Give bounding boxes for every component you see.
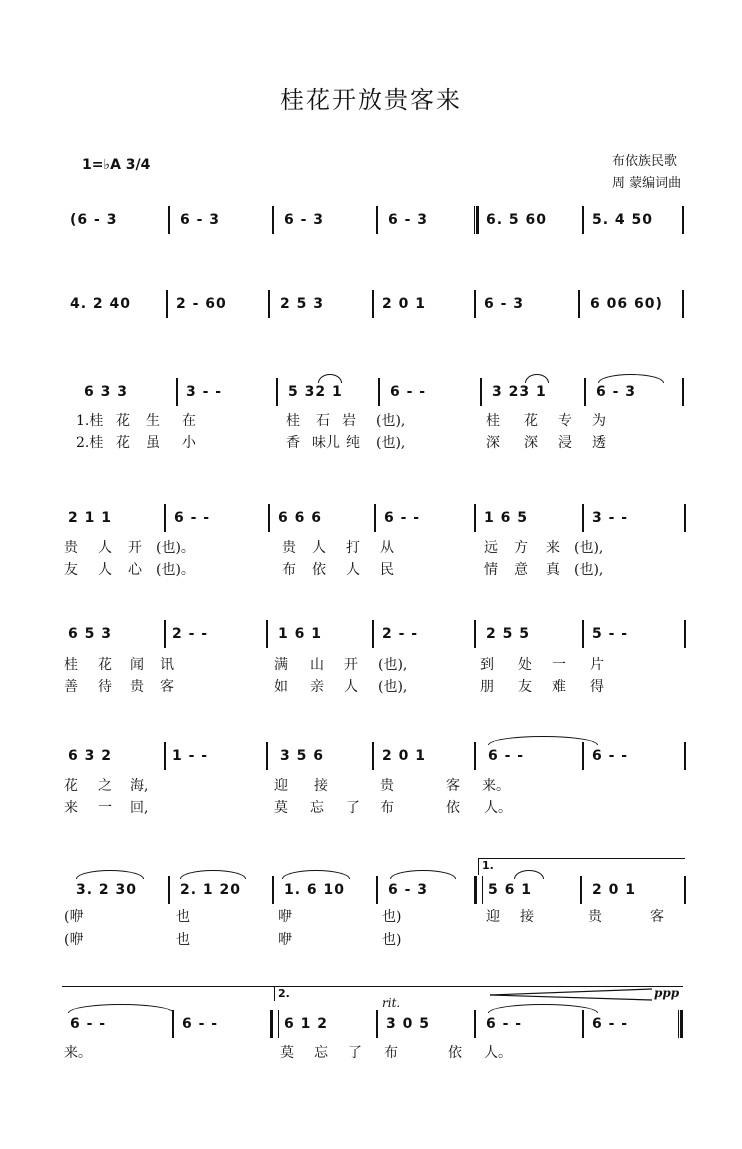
measure: 6 - -: [486, 1016, 523, 1032]
lyric: 客: [650, 909, 664, 925]
measure: 2 5 3: [280, 296, 324, 312]
lyric: 纯: [346, 435, 360, 451]
barline: [272, 206, 274, 234]
barline: [474, 742, 476, 770]
measure: 6 06 60): [590, 296, 663, 312]
lyric: 人: [98, 540, 112, 556]
lyric: 人: [344, 679, 358, 695]
measure: 1 6 1: [278, 626, 322, 642]
lyric: 布: [380, 800, 394, 816]
measure: 4. 2 40: [70, 296, 132, 312]
lyrics-verse-1: [0, 1042, 742, 1062]
lyric: 讯: [160, 657, 174, 673]
lyric: 友: [64, 562, 78, 578]
lyric: 香: [286, 435, 300, 451]
measure: 5 6 1: [488, 882, 532, 898]
lyric: 虽: [146, 435, 160, 451]
slur: [318, 374, 342, 383]
barline: [372, 742, 374, 770]
lyric: 花: [98, 657, 112, 673]
credit-genre: 布依族民歌: [612, 154, 678, 169]
lyric: (咿: [64, 909, 84, 925]
decrescendo-hairpin: [490, 988, 652, 1002]
barline: [266, 620, 268, 648]
barline: [376, 876, 378, 904]
measure: 6 - 3: [388, 212, 429, 228]
lyric: 专: [558, 413, 572, 429]
measure: 6 1 2: [284, 1016, 328, 1032]
lyric: (也),: [378, 679, 408, 695]
lyric: 接: [314, 778, 328, 794]
lyric: 方: [514, 540, 528, 556]
lyrics-verse-1: [0, 775, 742, 795]
lyric: 忘: [310, 800, 324, 816]
measure: 2 0 1: [382, 296, 426, 312]
measure: 6 - -: [182, 1016, 219, 1032]
lyric: (也)。: [156, 540, 195, 556]
barline: [578, 290, 580, 318]
barline: [682, 290, 684, 318]
slur: [525, 374, 549, 383]
measure: 6 - -: [384, 510, 421, 526]
measure: 6 - -: [592, 748, 629, 764]
lyric: 闻: [130, 657, 144, 673]
lyric: 人: [312, 540, 326, 556]
lyric: 友: [518, 679, 532, 695]
lyric: 依: [448, 1045, 462, 1061]
lyric: 心: [128, 562, 142, 578]
lyric: 如: [274, 679, 288, 695]
lyric: 2.桂: [76, 435, 104, 451]
slur: [282, 870, 350, 879]
lyric: 也: [176, 909, 190, 925]
measure: (6 - 3: [70, 212, 118, 228]
lyric: 也): [382, 932, 402, 948]
lyric: 贵: [380, 778, 394, 794]
lyric: 桂: [486, 413, 500, 429]
barline: [376, 206, 378, 234]
repeat-barline: [270, 1010, 279, 1038]
lyrics-verse-2: [0, 676, 742, 696]
measure: 3 23 1: [492, 384, 547, 400]
measure: 2 1 1: [68, 510, 112, 526]
barline: [580, 876, 582, 904]
song-title: 桂花开放贵客来: [280, 86, 462, 114]
measure: 3 5 6: [280, 748, 324, 764]
lyric: 花: [116, 435, 130, 451]
measure: 3 - -: [592, 510, 629, 526]
barline: [582, 1010, 584, 1038]
barline: [474, 1010, 476, 1038]
measure: 5. 4 50: [592, 212, 654, 228]
lyric: 人: [346, 562, 360, 578]
lyric: 难: [552, 679, 566, 695]
barline: [582, 206, 584, 234]
lyric: 也): [382, 909, 402, 925]
lyric: 得: [590, 679, 604, 695]
lyric: 生: [146, 413, 160, 429]
measure: 1. 6 10: [284, 882, 346, 898]
lyric: 从: [380, 540, 394, 556]
lyric: 民: [380, 562, 394, 578]
lyric: 浸: [558, 435, 572, 451]
slur: [598, 374, 664, 383]
measure: 5 32 1: [288, 384, 343, 400]
barline: [474, 504, 476, 532]
lyrics-verse-2: [0, 929, 742, 949]
lyric: 在: [182, 413, 196, 429]
measure: 6. 5 60: [486, 212, 548, 228]
volta-first-ending: [478, 858, 685, 875]
slur: [76, 870, 144, 879]
barline: [176, 378, 178, 406]
measure: 2. 1 20: [180, 882, 242, 898]
volta-label: 1.: [482, 859, 494, 872]
barline: [164, 504, 166, 532]
lyric: 桂: [64, 657, 78, 673]
measure: 2 0 1: [382, 748, 426, 764]
lyric: 一: [98, 800, 112, 816]
lyrics-verse-2: [0, 432, 742, 452]
final-barline: [678, 1010, 683, 1038]
measure: 5 - -: [592, 626, 629, 642]
barline: [684, 876, 686, 904]
barline: [474, 620, 476, 648]
repeat-barline: [474, 876, 483, 904]
lyric: 味儿: [312, 435, 340, 451]
measure: 6 - -: [592, 1016, 629, 1032]
measure: 6 - 3: [180, 212, 221, 228]
lyrics-verse-2: [0, 559, 742, 579]
lyric: 小: [182, 435, 196, 451]
lyric: 接: [520, 909, 534, 925]
lyric: 人: [98, 562, 112, 578]
lyric: 打: [346, 540, 360, 556]
barline: [582, 742, 584, 770]
lyric: 来。: [64, 1045, 92, 1061]
measure: 3 - -: [186, 384, 223, 400]
lyric: 一: [552, 657, 566, 673]
lyric: 咿: [278, 932, 292, 948]
lyric: 深: [486, 435, 500, 451]
barline: [682, 206, 684, 234]
lyric: 桂: [286, 413, 300, 429]
lyric: 1.桂: [76, 413, 104, 429]
lyric: 真: [546, 562, 560, 578]
barline: [166, 290, 168, 318]
lyric: 岩: [342, 413, 356, 429]
measure: 6 - 3: [284, 212, 325, 228]
lyric: 意: [514, 562, 528, 578]
measure: 6 - 3: [388, 882, 429, 898]
lyric: 回,: [130, 800, 149, 816]
barline: [682, 378, 684, 406]
measure: 6 3 2: [68, 748, 112, 764]
lyric: 了: [346, 800, 360, 816]
lyric: 人。: [484, 1045, 512, 1061]
volta-label: 2.: [278, 987, 290, 1000]
barline: [684, 620, 686, 648]
double-barline: [474, 206, 479, 234]
lyric: 贵: [64, 540, 78, 556]
lyric: 莫: [280, 1045, 294, 1061]
barline: [480, 378, 482, 406]
lyric: 为: [592, 413, 606, 429]
lyric: 人。: [484, 800, 512, 816]
lyric: 透: [592, 435, 606, 451]
barline: [374, 504, 376, 532]
lyric: 客: [446, 778, 460, 794]
barline: [582, 620, 584, 648]
slur: [180, 870, 246, 879]
lyric: 莫: [274, 800, 288, 816]
barline: [372, 620, 374, 648]
barline: [474, 290, 476, 318]
lyric: 了: [348, 1045, 362, 1061]
barline: [164, 742, 166, 770]
measure: 1 - -: [172, 748, 209, 764]
measure: 6 3 3: [84, 384, 128, 400]
lyric: (也)。: [156, 562, 195, 578]
barline: [272, 876, 274, 904]
lyric: (也),: [574, 540, 604, 556]
volta-line: [62, 986, 274, 987]
lyric: 来: [546, 540, 560, 556]
lyric: 深: [524, 435, 538, 451]
measure: 6 - 3: [596, 384, 637, 400]
lyrics-verse-1: [0, 410, 742, 430]
measure: 6 5 3: [68, 626, 112, 642]
barline: [276, 378, 278, 406]
barline: [268, 504, 270, 532]
measure: 6 - -: [488, 748, 525, 764]
lyrics-verse-2: [0, 797, 742, 817]
barline: [376, 1010, 378, 1038]
measure: 2 - -: [382, 626, 419, 642]
lyric: 咿: [278, 909, 292, 925]
measure: 2 0 1: [592, 882, 636, 898]
lyric: 迎: [486, 909, 500, 925]
lyrics-verse-1: [0, 654, 742, 674]
lyric: 贵: [282, 540, 296, 556]
lyric: 朋: [480, 679, 494, 695]
lyric: 远: [484, 540, 498, 556]
lyric: 客: [160, 679, 174, 695]
lyric: 依: [446, 800, 460, 816]
barline: [168, 876, 170, 904]
lyric: 花: [64, 778, 78, 794]
lyric: (也),: [376, 435, 406, 451]
lyric: 石: [316, 413, 330, 429]
barline: [684, 742, 686, 770]
lyrics-verse-1: [0, 537, 742, 557]
lyric: 待: [98, 679, 112, 695]
measure: 2 - -: [172, 626, 209, 642]
measure: 6 6 6: [278, 510, 322, 526]
lyric: 山: [310, 657, 324, 673]
lyric: 开: [344, 657, 358, 673]
dynamic-ppp: ppp: [654, 986, 680, 1000]
barline: [164, 620, 166, 648]
barline: [684, 504, 686, 532]
lyric: 到: [480, 657, 494, 673]
measure: 6 - -: [390, 384, 427, 400]
lyric: 海,: [130, 778, 149, 794]
lyric: 布: [384, 1045, 398, 1061]
barline: [372, 290, 374, 318]
barline: [168, 206, 170, 234]
lyric: 处: [518, 657, 532, 673]
barline: [584, 378, 586, 406]
barline: [378, 378, 380, 406]
lyric: 之: [98, 778, 112, 794]
key-signature: 1=♭A 3/4: [82, 157, 151, 173]
lyric: (也),: [376, 413, 406, 429]
barline: [582, 504, 584, 532]
lyric: 迎: [274, 778, 288, 794]
measure: 6 - -: [70, 1016, 107, 1032]
lyric: 来: [64, 800, 78, 816]
lyric: 满: [274, 657, 288, 673]
measure: 6 - 3: [484, 296, 525, 312]
tie: [68, 1004, 174, 1013]
lyric: (也),: [378, 657, 408, 673]
lyric: 开: [128, 540, 142, 556]
measure: 2 5 5: [486, 626, 530, 642]
barline: [266, 742, 268, 770]
lyric: 布: [282, 562, 296, 578]
measure: 6 - -: [174, 510, 211, 526]
credit-composer: 周 蒙编词曲: [612, 176, 682, 191]
lyric: 花: [524, 413, 538, 429]
lyric: (咿: [64, 932, 84, 948]
lyrics-verse-1: [0, 906, 742, 926]
lyric: 依: [312, 562, 326, 578]
lyric: 贵: [588, 909, 602, 925]
lyric: 片: [590, 657, 604, 673]
barline: [172, 1010, 174, 1038]
lyric: 忘: [314, 1045, 328, 1061]
lyric: 花: [116, 413, 130, 429]
lyric: 也: [176, 932, 190, 948]
measure: 3 0 5: [386, 1016, 430, 1032]
lyric: 亲: [310, 679, 324, 695]
measure: 1 6 5: [484, 510, 528, 526]
lyric: 善: [64, 679, 78, 695]
barline: [268, 290, 270, 318]
lyric: (也),: [574, 562, 604, 578]
lyric: 来。: [482, 778, 510, 794]
measure: 3. 2 30: [76, 882, 138, 898]
slur: [390, 870, 456, 879]
ritardando-mark: rit.: [382, 996, 401, 1010]
measure: 2 - 60: [176, 296, 227, 312]
lyric: 情: [484, 562, 498, 578]
lyric: 贵: [130, 679, 144, 695]
